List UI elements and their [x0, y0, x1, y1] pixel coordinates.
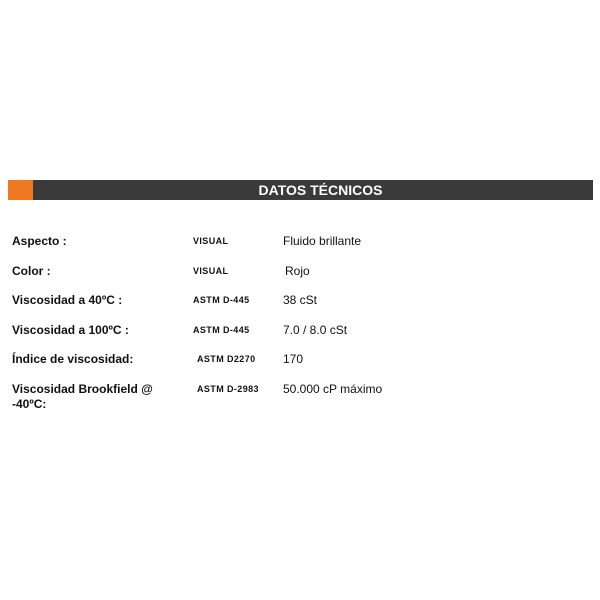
test-method: ASTM D-2983 — [197, 383, 259, 394]
property-value: 38 cSt — [283, 293, 318, 307]
property-label: Índice de viscosidad: — [12, 352, 134, 366]
table-row — [12, 323, 572, 353]
test-method: VISUAL — [193, 236, 229, 246]
property-label: Aspecto : — [12, 234, 67, 248]
test-method: ASTM D2270 — [197, 354, 256, 364]
section-title: DATOS TÉCNICOS — [258, 182, 383, 198]
property-label: Viscosidad a 100ºC : — [12, 322, 129, 337]
table-row — [12, 234, 572, 264]
table-row — [12, 352, 572, 382]
property-value: Rojo — [285, 263, 310, 278]
table-row — [12, 293, 572, 323]
property-label: Color : — [12, 263, 51, 278]
table-row — [12, 264, 572, 294]
property-label: Viscosidad Brookfield @ -40ºC: — [12, 381, 153, 411]
property-value: Fluido brillante — [283, 234, 362, 248]
table-row — [12, 382, 572, 422]
property-value: 7.0 / 8.0 cSt — [283, 322, 348, 337]
section-header-bar — [8, 180, 593, 200]
test-method: ASTM D-445 — [193, 295, 250, 305]
test-method: VISUAL — [193, 265, 229, 276]
technical-data-table — [12, 234, 572, 422]
property-value: 170 — [283, 352, 304, 366]
property-value: 50.000 cP máximo — [283, 381, 383, 396]
property-label: Viscosidad a 40ºC : — [12, 293, 123, 307]
test-method: ASTM D-445 — [193, 324, 250, 335]
